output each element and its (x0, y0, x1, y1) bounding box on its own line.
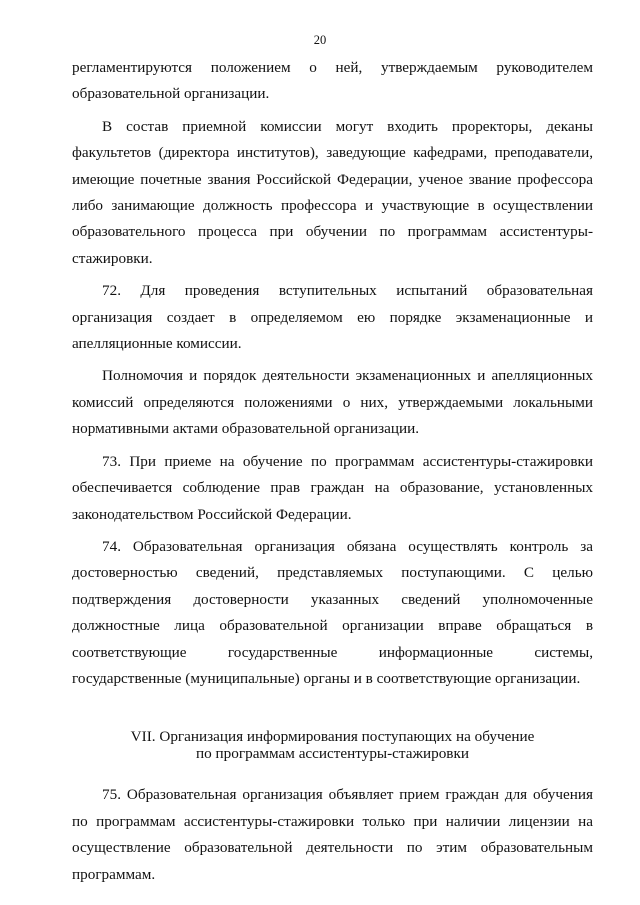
paragraph-72: 72. Для проведения вступительных испытаний образовательная организация создает в определяемом ею порядке экзаменационные и апелляционные комиссии. (72, 282, 593, 353)
paragraph-74: 74. Образовательная организация обязана осуществлять контроль за достоверностью сведений, представляемых поступающими. С целью подтверждения достоверности указанных сведений уполномоченные должностные лица образовательной организации вправе обращаться в соответствующие государственные информационные системы, государственные (муниципальные) органы и в соответствующие организации. (72, 537, 593, 687)
paragraph-73: 73. При приеме на обучение по программам ассистентуры-стажировки обеспечивается соблюдение прав граждан на образование, установленных законодательством Российской Федерации. (72, 452, 593, 523)
paragraph-75: 75. Образовательная организация объявляет прием граждан для обучения по программам ассистентуры-стажировки только при наличии лицензии на осуществление образовательной деятельности по этим образовательным программам. (72, 786, 593, 883)
section-heading-line-2: по программам ассистентуры-стажировки (196, 745, 469, 763)
document-body (72, 55, 593, 894)
paragraph-commission-composition: В состав приемной комиссии могут входить проректоры, деканы факультетов (директора институтов), заведующие кафедрами, преподаватели, имеющие почетные звания Российской Федерации, ученое звание профессора либо занимающие должность профессора и участвующие в осуществлении образовательного процесса при обучении по программам ассистентуры-стажировки. (72, 117, 593, 267)
page-number: 20 (313, 33, 327, 47)
paragraph-continued: регламентируются положением о ней, утверждаемым руководителем образовательной организации. (72, 59, 593, 103)
section-heading (72, 728, 593, 762)
paragraph-commission-powers: Полномочия и порядок деятельности экзаменационных и апелляционных комиссий определяются положениями о них, утверждаемыми локальными нормативными актами образовательной организации. (72, 367, 593, 438)
section-heading-line-1: VII. Организация информирования поступающих на обучение (130, 728, 535, 746)
